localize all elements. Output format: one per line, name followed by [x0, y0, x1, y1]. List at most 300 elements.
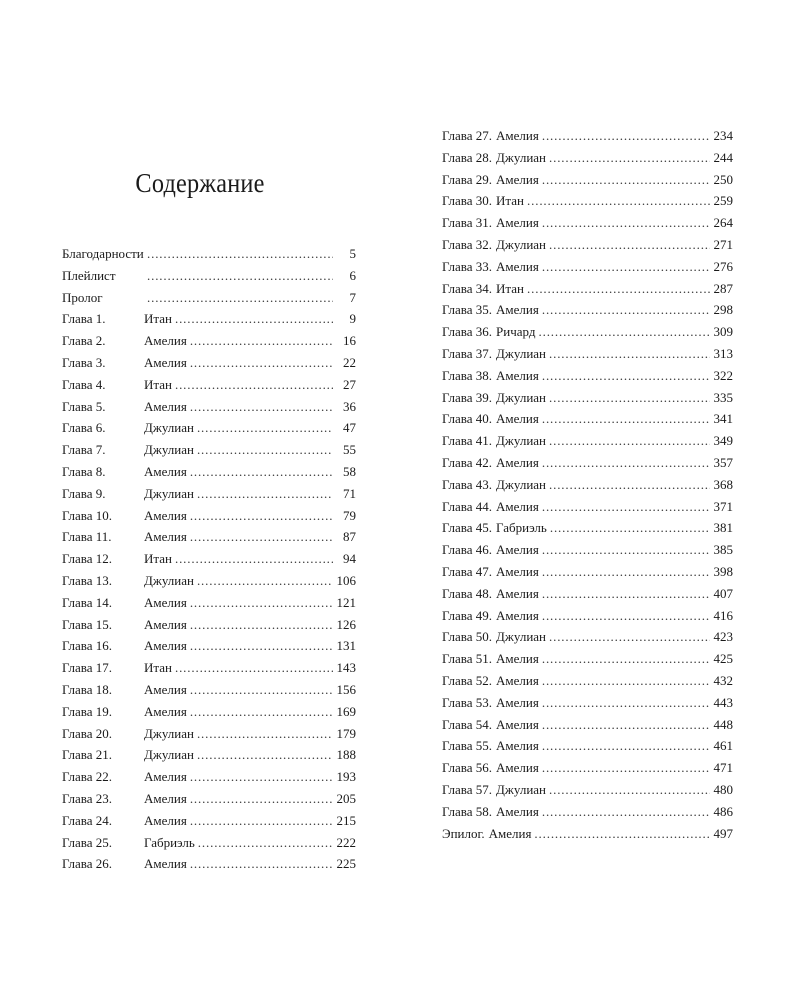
toc-narrator-name: Джулиан [496, 149, 546, 165]
toc-entry[interactable] [442, 692, 733, 714]
toc-entry[interactable] [442, 452, 733, 474]
toc-chapter-label: Глава 51. [442, 651, 493, 667]
toc-page-number: 443 [713, 694, 733, 710]
toc-entry[interactable] [62, 330, 358, 352]
toc-narrator-name: Итан [144, 660, 172, 676]
toc-dot-leader [197, 723, 333, 745]
toc-dot-leader [542, 692, 710, 714]
toc-narrator-name: Амелия [144, 703, 187, 719]
toc-entry[interactable] [62, 396, 358, 418]
toc-narrator-name: Амелия [496, 716, 539, 732]
toc-entry[interactable] [442, 169, 733, 191]
toc-chapter-label: Глава 57. [442, 781, 493, 797]
toc-page-number: 349 [713, 433, 733, 449]
toc-narrator-name: Джулиан [144, 747, 194, 763]
toc-entry[interactable] [442, 801, 733, 823]
toc-chapter-label: Глава 26. [62, 856, 113, 872]
toc-chapter-label: Глава 56. [442, 760, 493, 776]
toc-page-number: 126 [336, 616, 356, 632]
toc-dot-leader [539, 321, 711, 343]
toc-page-number: 143 [336, 660, 356, 676]
toc-dot-leader [198, 832, 333, 854]
toc-dot-leader [542, 735, 710, 757]
toc-narrator-name: Джулиан [496, 476, 546, 492]
toc-narrator-name: Амелия [496, 563, 539, 579]
toc-chapter-label: Глава 58. [442, 803, 493, 819]
toc-narrator-name: Амелия [496, 672, 539, 688]
toc-dot-leader [542, 365, 710, 387]
toc-entry[interactable] [62, 701, 358, 723]
toc-chapter-label: Глава 33. [442, 258, 493, 274]
toc-narrator-name: Итан [144, 376, 172, 392]
toc-chapter-label: Глава 25. [62, 834, 113, 850]
toc-chapter-label: Глава 23. [62, 790, 113, 806]
toc-page-number: 461 [713, 738, 733, 754]
toc-page-number: 357 [713, 454, 733, 470]
toc-page-number: 486 [713, 803, 733, 819]
toc-chapter-label: Глава 5. [62, 398, 106, 414]
toc-chapter-label: Глава 52. [442, 672, 493, 688]
toc-narrator-name: Амелия [144, 594, 187, 610]
toc-chapter-label: Глава 24. [62, 812, 113, 828]
toc-chapter-label: Глава 6. [62, 420, 106, 436]
toc-page-number: 423 [713, 629, 733, 645]
toc-dot-leader [190, 526, 333, 548]
toc-entry[interactable] [62, 417, 358, 439]
toc-entry[interactable] [442, 605, 733, 627]
toc-narrator-name: Амелия [144, 529, 187, 545]
toc-narrator-name: Габриэль [144, 834, 195, 850]
toc-narrator-name: Амелия [496, 411, 539, 427]
toc-page-number: 156 [336, 681, 356, 697]
toc-narrator-name: Амелия [144, 638, 187, 654]
toc-page-number: 385 [713, 542, 733, 558]
toc-page-number: 313 [713, 345, 733, 361]
toc-entry[interactable] [442, 234, 733, 256]
toc-chapter-label: Глава 38. [442, 367, 493, 383]
toc-chapter-label: Благодарности [62, 246, 144, 261]
toc-narrator-name: Итан [144, 311, 172, 327]
toc-page-number: 298 [713, 302, 733, 318]
toc-page-number: 215 [336, 812, 356, 828]
toc-dot-leader [175, 374, 333, 396]
toc-dot-leader [197, 744, 333, 766]
toc-dot-leader [147, 265, 333, 287]
toc-dot-leader [175, 657, 333, 679]
toc-narrator-name: Амелия [144, 463, 187, 479]
toc-dot-leader [527, 190, 710, 212]
toc-entry[interactable] [442, 779, 733, 801]
toc-page-number: 79 [343, 507, 356, 523]
toc-narrator-name: Амелия [144, 507, 187, 523]
toc-entry[interactable] [442, 757, 733, 779]
toc-narrator-name: Амелия [496, 171, 539, 187]
toc-page-number: 131 [336, 638, 356, 654]
toc-chapter-label: Глава 3. [62, 354, 106, 370]
toc-entry[interactable] [62, 548, 358, 570]
toc-page-number: 193 [336, 769, 356, 785]
toc-entry[interactable] [62, 614, 358, 636]
toc-dot-leader [549, 626, 710, 648]
toc-entry[interactable] [62, 657, 358, 679]
toc-narrator-name: Джулиан [496, 389, 546, 405]
toc-page-number: 335 [713, 389, 733, 405]
toc-narrator-name: Амелия [496, 215, 539, 231]
toc-narrator-name: Амелия [488, 825, 532, 841]
toc-chapter-label: Глава 12. [62, 551, 113, 567]
toc-narrator-name: Итан [496, 280, 525, 296]
toc-entry[interactable] [62, 723, 358, 745]
toc-entry[interactable] [62, 287, 358, 309]
toc-chapter-label: Глава 31. [442, 215, 493, 231]
toc-page-number: 225 [336, 856, 356, 872]
toc-narrator-name: Джулиан [496, 629, 546, 645]
toc-page-number: 16 [343, 333, 356, 349]
toc-narrator-name: Амелия [496, 367, 539, 383]
toc-dot-leader [175, 308, 333, 330]
toc-entry[interactable] [442, 278, 733, 300]
toc-dot-leader [197, 483, 333, 505]
toc-dot-leader [549, 147, 710, 169]
toc-narrator-name: Итан [144, 551, 172, 567]
toc-dot-leader [190, 679, 333, 701]
toc-narrator-name: Амелия [144, 333, 187, 349]
toc-dot-leader [147, 243, 333, 265]
toc-entry[interactable] [442, 408, 733, 430]
toc-chapter-label: Глава 47. [442, 563, 493, 579]
toc-narrator-name: Амелия [496, 585, 539, 601]
toc-entry[interactable] [442, 474, 733, 496]
toc-entry[interactable] [62, 308, 358, 330]
toc-entry[interactable] [62, 352, 358, 374]
toc-entry[interactable] [62, 265, 358, 287]
toc-chapter-label: Глава 40. [442, 411, 493, 427]
toc-dot-leader [542, 169, 710, 191]
toc-chapter-label: Пролог [62, 289, 103, 305]
toc-chapter-label: Глава 14. [62, 594, 113, 610]
toc-page-number: 371 [713, 498, 733, 514]
toc-dot-leader [190, 330, 333, 352]
toc-dot-leader [542, 496, 710, 518]
page-title: Содержание [135, 168, 265, 198]
toc-page-number: 287 [713, 280, 733, 296]
toc-entry[interactable] [442, 648, 733, 670]
toc-entry[interactable] [442, 539, 733, 561]
toc-page-number: 58 [343, 463, 356, 479]
toc-narrator-name: Амелия [144, 769, 187, 785]
toc-dot-leader [542, 801, 710, 823]
toc-chapter-label: Глава 36. [442, 324, 493, 340]
toc-entry[interactable] [442, 626, 733, 648]
toc-entry[interactable] [442, 365, 733, 387]
toc-chapter-label: Глава 27. [442, 128, 493, 143]
toc-entry[interactable] [62, 810, 358, 832]
toc-entry[interactable] [62, 788, 358, 810]
toc-page-number: 94 [343, 551, 356, 567]
toc-chapter-label: Глава 8. [62, 463, 106, 479]
toc-chapter-label: Глава 55. [442, 738, 493, 754]
toc-chapter-label: Глава 50. [442, 629, 493, 645]
toc-dot-leader [190, 592, 333, 614]
toc-narrator-name: Амелия [144, 790, 187, 806]
toc-page-number: 169 [336, 703, 356, 719]
toc-dot-leader [190, 396, 333, 418]
toc-dot-leader [549, 234, 710, 256]
toc-chapter-label: Глава 4. [62, 376, 106, 392]
toc-chapter-label: Глава 13. [62, 572, 113, 588]
toc-page-number: 471 [713, 760, 733, 776]
toc-page-number: 27 [343, 376, 356, 392]
toc-dot-leader [542, 256, 710, 278]
toc-dot-leader [542, 714, 710, 736]
toc-dot-leader [542, 605, 710, 627]
toc-page-number: 250 [713, 171, 733, 187]
toc-page-number: 71 [343, 485, 356, 501]
toc-narrator-name: Джулиан [144, 420, 194, 436]
toc-dot-leader [542, 561, 710, 583]
toc-dot-leader [542, 757, 710, 779]
toc-entry[interactable] [442, 561, 733, 583]
toc-chapter-label: Глава 7. [62, 442, 106, 458]
toc-narrator-name: Амелия [144, 616, 187, 632]
toc-column-right [442, 125, 733, 844]
toc-page-number: 106 [336, 572, 356, 588]
toc-narrator-name: Амелия [496, 694, 539, 710]
toc-narrator-name: Амелия [496, 803, 539, 819]
toc-dot-leader [542, 452, 710, 474]
toc-dot-leader [190, 853, 333, 875]
toc-narrator-name: Габриэль [496, 520, 547, 536]
toc-page-number: 47 [343, 420, 356, 436]
toc-dot-leader [542, 539, 710, 561]
toc-entry[interactable] [442, 212, 733, 234]
toc-entry[interactable] [62, 505, 358, 527]
toc-narrator-name: Амелия [496, 760, 539, 776]
toc-chapter-label: Глава 34. [442, 280, 493, 296]
toc-column-left [62, 243, 358, 875]
toc-narrator-name: Амелия [144, 354, 187, 370]
toc-dot-leader [534, 823, 710, 845]
toc-chapter-label: Глава 17. [62, 660, 113, 676]
toc-entry[interactable] [62, 744, 358, 766]
toc-entry[interactable] [442, 496, 733, 518]
toc-chapter-label: Глава 10. [62, 507, 113, 523]
toc-page-number: 407 [713, 585, 733, 601]
toc-narrator-name: Ричард [496, 324, 536, 340]
toc-entry[interactable] [62, 766, 358, 788]
toc-chapter-label: Глава 49. [442, 607, 493, 623]
toc-page-number: 259 [713, 193, 733, 209]
toc-entry[interactable] [442, 256, 733, 278]
toc-dot-leader [549, 387, 710, 409]
toc-dot-leader [542, 583, 710, 605]
toc-page-number: 5 [349, 246, 356, 261]
toc-entry[interactable] [62, 439, 358, 461]
toc-narrator-name: Амелия [496, 128, 539, 143]
toc-page-number: 264 [713, 215, 733, 231]
toc-dot-leader [549, 430, 710, 452]
toc-page-number: 448 [713, 716, 733, 732]
toc-page-number: 271 [713, 236, 733, 252]
toc-dot-leader [197, 417, 333, 439]
toc-dot-leader [190, 505, 333, 527]
toc-narrator-name: Амелия [496, 542, 539, 558]
toc-narrator-name: Амелия [496, 258, 539, 274]
toc-chapter-label: Глава 32. [442, 236, 493, 252]
toc-chapter-label: Глава 15. [62, 616, 113, 632]
toc-narrator-name: Амелия [144, 681, 187, 697]
toc-dot-leader [542, 648, 710, 670]
toc-chapter-label: Глава 54. [442, 716, 493, 732]
toc-narrator-name: Амелия [496, 302, 539, 318]
toc-page-number: 368 [713, 476, 733, 492]
toc-chapter-label: Глава 9. [62, 485, 106, 501]
toc-narrator-name: Джулиан [144, 725, 194, 741]
toc-narrator-name: Джулиан [496, 781, 546, 797]
toc-chapter-label: Глава 1. [62, 311, 106, 327]
toc-dot-leader [190, 766, 333, 788]
toc-page-number: 87 [343, 529, 356, 545]
toc-entry[interactable] [442, 321, 733, 343]
toc-chapter-label: Глава 45. [442, 520, 493, 536]
toc-dot-leader [190, 461, 333, 483]
toc-dot-leader [190, 352, 333, 374]
toc-entry[interactable] [442, 430, 733, 452]
toc-dot-leader [147, 287, 333, 309]
toc-chapter-label: Плейлист [62, 267, 116, 283]
toc-entry[interactable] [442, 517, 733, 539]
toc-chapter-label: Глава 35. [442, 302, 493, 318]
toc-chapter-label: Глава 18. [62, 681, 113, 697]
toc-chapter-label: Глава 30. [442, 193, 493, 209]
toc-entry[interactable] [62, 853, 358, 875]
toc-entry[interactable] [62, 483, 358, 505]
toc-chapter-label: Глава 53. [442, 694, 493, 710]
toc-narrator-name: Джулиан [144, 442, 194, 458]
toc-page-number: 9 [349, 311, 356, 327]
toc-page-number: 22 [343, 354, 356, 370]
toc-page-number: 7 [349, 289, 356, 305]
toc-dot-leader [190, 614, 333, 636]
toc-entry[interactable] [442, 387, 733, 409]
toc-page-number: 425 [713, 651, 733, 667]
toc-chapter-label: Глава 44. [442, 498, 493, 514]
toc-narrator-name: Амелия [144, 856, 187, 872]
toc-dot-leader [527, 278, 710, 300]
toc-chapter-label: Глава 39. [442, 389, 493, 405]
toc-dot-leader [190, 701, 333, 723]
toc-page-number: 188 [336, 747, 356, 763]
toc-page-number: 341 [713, 411, 733, 427]
toc-narrator-name: Амелия [496, 651, 539, 667]
toc-entry[interactable] [442, 714, 733, 736]
toc-narrator-name: Джулиан [144, 572, 194, 588]
toc-dot-leader [549, 779, 710, 801]
toc-chapter-label: Глава 19. [62, 703, 113, 719]
toc-entry[interactable] [62, 526, 358, 548]
toc-page-number: 179 [336, 725, 356, 741]
toc-chapter-label: Глава 48. [442, 585, 493, 601]
toc-page-number: 121 [336, 594, 356, 610]
toc-narrator-name: Джулиан [496, 345, 546, 361]
toc-narrator-name: Амелия [496, 607, 539, 623]
toc-entry[interactable] [62, 461, 358, 483]
toc-page-number: 322 [713, 367, 733, 383]
toc-chapter-label: Глава 22. [62, 769, 113, 785]
toc-chapter-label: Глава 28. [442, 149, 493, 165]
toc-chapter-label: Глава 43. [442, 476, 493, 492]
toc-narrator-name: Амелия [144, 398, 187, 414]
toc-chapter-label: Глава 42. [442, 454, 493, 470]
toc-chapter-label: Глава 11. [62, 529, 112, 545]
toc-entry[interactable] [442, 735, 733, 757]
toc-entry[interactable] [62, 374, 358, 396]
toc-dot-leader [542, 408, 710, 430]
toc-chapter-label: Глава 46. [442, 542, 493, 558]
toc-entry[interactable] [442, 125, 733, 147]
toc-entry[interactable] [442, 670, 733, 692]
toc-entry[interactable] [442, 190, 733, 212]
toc-page-number: 222 [336, 834, 356, 850]
toc-chapter-label: Глава 37. [442, 345, 493, 361]
toc-entry[interactable] [62, 243, 358, 265]
toc-chapter-label: Глава 29. [442, 171, 493, 187]
toc-narrator-name: Джулиан [144, 485, 194, 501]
toc-page-number: 398 [713, 563, 733, 579]
toc-chapter-label: Глава 2. [62, 333, 106, 349]
toc-dot-leader [549, 343, 710, 365]
toc-dot-leader [197, 570, 333, 592]
toc-page-number: 381 [713, 520, 733, 536]
toc-entry[interactable] [62, 570, 358, 592]
toc-page-number: 432 [713, 672, 733, 688]
toc-entry[interactable] [442, 823, 733, 845]
toc-dot-leader [542, 299, 710, 321]
toc-dot-leader [190, 635, 333, 657]
toc-entry[interactable] [442, 299, 733, 321]
toc-dot-leader [197, 439, 333, 461]
toc-page-number: 416 [713, 607, 733, 623]
toc-dot-leader [550, 517, 710, 539]
toc-page-number: 205 [336, 790, 356, 806]
toc-narrator-name: Итан [496, 193, 525, 209]
toc-entry[interactable] [442, 147, 733, 169]
toc-dot-leader [175, 548, 333, 570]
toc-page-number: 36 [343, 398, 356, 414]
toc-narrator-name: Амелия [496, 498, 539, 514]
toc-dot-leader [542, 670, 710, 692]
toc-page-number: 234 [713, 128, 733, 143]
toc-narrator-name: Амелия [496, 738, 539, 754]
toc-chapter-label: Эпилог. [442, 825, 485, 841]
toc-entry[interactable] [442, 583, 733, 605]
toc-dot-leader [549, 474, 710, 496]
toc-dot-leader [542, 212, 710, 234]
toc-narrator-name: Джулиан [496, 236, 546, 252]
toc-page-number: 55 [343, 442, 356, 458]
toc-chapter-label: Глава 21. [62, 747, 113, 763]
toc-entry[interactable] [442, 343, 733, 365]
toc-page-number: 497 [713, 825, 733, 841]
toc-narrator-name: Амелия [496, 454, 539, 470]
toc-page-number: 309 [713, 324, 733, 340]
toc-entry[interactable] [62, 832, 358, 854]
toc-narrator-name: Джулиан [496, 433, 546, 449]
toc-dot-leader [542, 125, 710, 147]
toc-entry[interactable] [62, 592, 358, 614]
toc-entry[interactable] [62, 679, 358, 701]
toc-entry[interactable] [62, 635, 358, 657]
